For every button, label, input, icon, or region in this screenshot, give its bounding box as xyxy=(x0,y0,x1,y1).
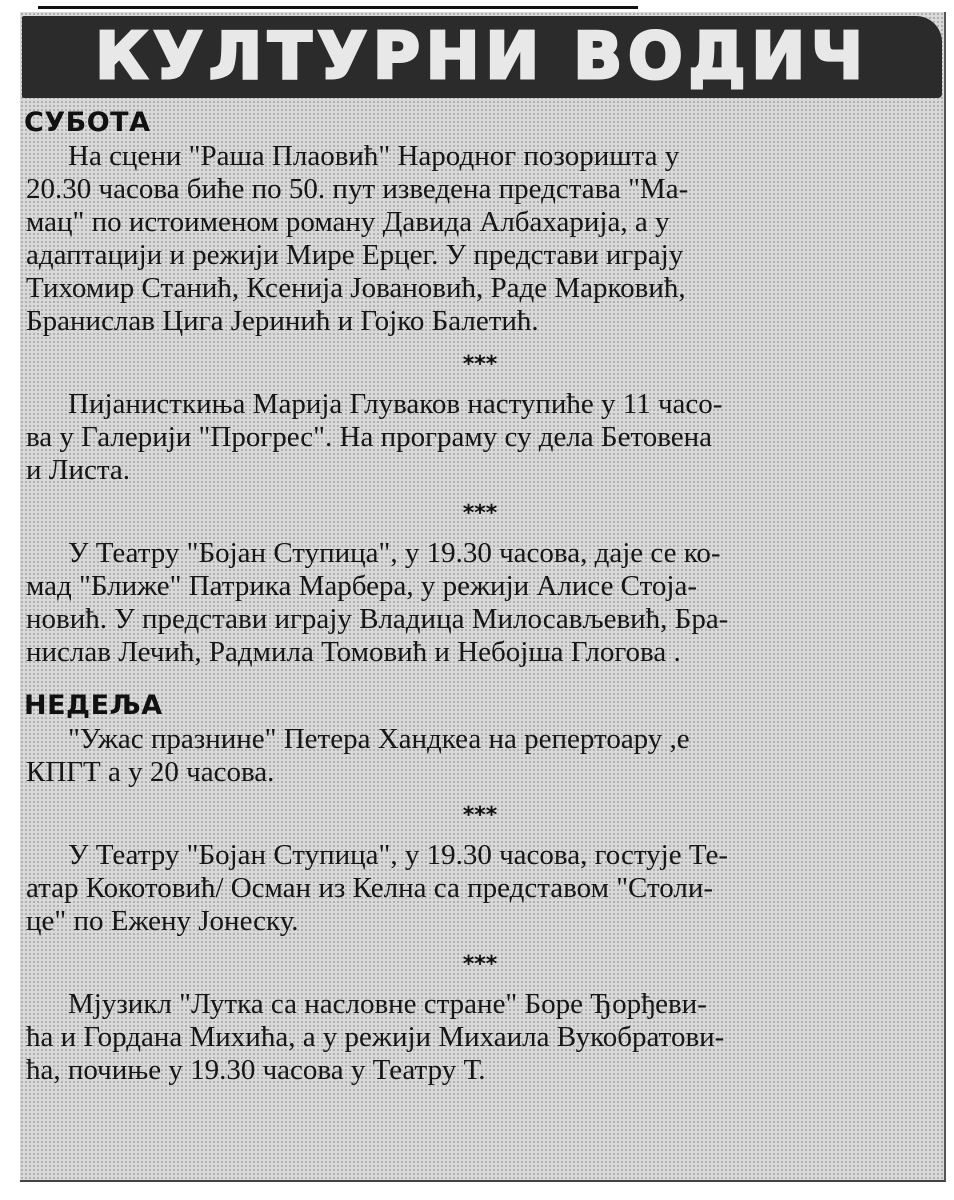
text-line: ћа и Гордана Михића, а у режији Михаила Вукобратови- xyxy=(26,1021,725,1053)
text-line: ћа, почиње у 19.30 часова у Театру Т. xyxy=(26,1054,486,1086)
text-line: 20.30 часова биће по 50. пут изведена представа "Ма- xyxy=(26,173,689,205)
day-heading-sunday: НЕДЕЉА xyxy=(24,690,163,721)
event-paragraph xyxy=(20,537,940,669)
column-title: КУЛТУРНИ ВОДИЧ xyxy=(95,20,869,94)
text-line: На сцени "Раша Плаовић" Народног позоришта у xyxy=(68,140,680,172)
text-line: и Листа. xyxy=(26,454,130,486)
top-rule xyxy=(38,6,638,9)
separator-stars: *** xyxy=(462,803,498,828)
text-line: мац" по истоименом роману Давида Албахарија, а у xyxy=(26,206,670,238)
event-paragraph xyxy=(20,140,940,338)
text-line: атар Кокотовић/ Осман из Келна са представом "Столи- xyxy=(26,872,714,904)
column-content xyxy=(20,106,940,1087)
event-paragraph xyxy=(20,388,940,487)
text-line: "Ужас празнине" Петера Хандкеа на репертоару ,е xyxy=(68,723,690,755)
event-paragraph xyxy=(20,988,940,1087)
text-line: ва у Галерији "Прогрес". На програму су дела Бетовена xyxy=(26,421,713,453)
text-line: Пијанисткиња Марија Глуваков наступиће у 11 часо- xyxy=(68,388,723,420)
newspaper-clipping xyxy=(20,12,946,1182)
day-heading-saturday: СУБОТА xyxy=(24,107,151,138)
event-paragraph xyxy=(20,723,940,789)
text-line: У Театру "Бојан Ступица", у 19.30 часова, гостује Те- xyxy=(68,839,728,871)
text-line: це" по Ежену Јонеску. xyxy=(26,905,299,937)
text-line: КПГТ а у 20 часова. xyxy=(26,756,275,788)
separator-stars: *** xyxy=(462,952,498,977)
text-line: мад "Ближе" Патрика Марбера, у режији Алисе Стоја- xyxy=(26,570,698,602)
separator-stars: *** xyxy=(462,501,498,526)
text-line: Тихомир Станић, Ксенија Јовановић, Раде Марковић, xyxy=(26,272,686,304)
text-line: Мјузикл "Лутка са насловне стране" Боре Ђорђеви- xyxy=(68,988,707,1020)
separator-stars: *** xyxy=(462,352,498,377)
text-line: адаптацији и режији Мире Ерцег. У представи играју xyxy=(26,239,684,271)
text-line: новић. У представи играју Владица Милосављевић, Бра- xyxy=(26,603,729,635)
event-paragraph xyxy=(20,839,940,938)
text-line: У Театру "Бојан Ступица", у 19.30 часова, даје се ко- xyxy=(68,537,721,569)
column-header xyxy=(22,16,942,98)
text-line: нислав Лечић, Радмила Томовић и Небојша Глогова . xyxy=(26,636,681,668)
text-line: Бранислав Цига Јеринић и Гојко Балетић. xyxy=(26,305,539,337)
